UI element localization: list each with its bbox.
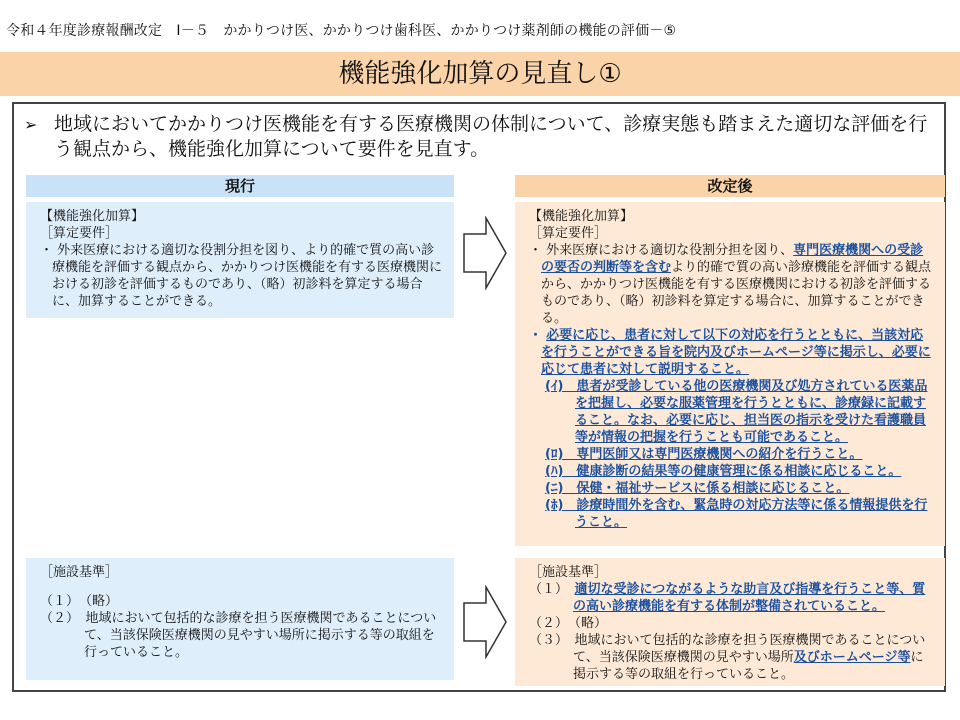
revised-facility-item-3 xyxy=(529,632,935,683)
rf-item1-num: （１） xyxy=(529,582,562,597)
revised-facility-item-1 xyxy=(529,581,935,615)
column-header-current: 現行 xyxy=(26,175,454,197)
b1-emphasis: 専門医療機関への受診の要否の判断等を含む xyxy=(541,243,924,275)
intro-paragraph xyxy=(24,112,939,162)
current-calc-box xyxy=(26,202,454,318)
rf-item3-emph: 及びホームページ等 xyxy=(793,650,911,665)
page-title: 機能強化加算の見直し① xyxy=(0,52,960,96)
current-calc-title: 【機能強化加算】 xyxy=(40,209,145,224)
revised-facility-item-2: （２） （略） xyxy=(529,616,608,631)
current-calc-bullet: ・ 外来医療における適切な役割分担を図り、より的確で質の高い診療機能を評価する観点から、かかりつけ医機能を有する医療機関における初診を評価するものであり、（略）初診料を算定する場合に、加算することができる。 xyxy=(40,243,443,309)
revised-facility-title: ［施設基準］ xyxy=(529,565,608,580)
current-facility-item-2: （２） 地域において包括的な診療を担う医療機関であることについて、当該保険医療機関の見やすい場所に掲示する等の取組を行っていること。 xyxy=(40,611,437,660)
b1-prefix: ・ 外来医療における適切な役割分担を図り、 xyxy=(529,243,794,258)
right-arrow-icon xyxy=(462,216,508,290)
revised-calc-box xyxy=(515,202,945,546)
revised-facility-box xyxy=(515,558,945,686)
column-header-revised: 改定後 xyxy=(515,175,945,197)
revised-calc-subtitle: ［算定要件］ xyxy=(529,226,608,241)
arrow-bullet-icon: ➢ xyxy=(24,115,38,134)
current-calc-subtitle: ［算定要件］ xyxy=(40,226,119,241)
b1-suffix: より的確で質の高い診療機能を評価する観点から、かかりつけ医機能を有する医療機関における初診を評価するものであり、（略）初診料を算定する場合に、加算することができる。 xyxy=(541,260,932,326)
revised-item-ha: (ﾊ) 健康診断の結果等の健康管理に係る相談に応じること。 xyxy=(545,464,902,479)
revised-calc-bullet-2 xyxy=(529,327,935,378)
slide-caption: 令和４年度診療報酬改定 Ⅰ－５ かかりつけ医、かかりつけ歯科医、かかりつけ薬剤師の機能の評価－⑤ xyxy=(6,23,677,39)
rf-item1-text: 適切な受診につながるような助言及び指導を行うこと等、質の高い診療機能を有する体制が整備されていること。 xyxy=(573,582,926,614)
current-facility-item-1: （１） （略） xyxy=(40,594,119,609)
b2-mark: ・ xyxy=(529,328,543,343)
revised-item-ho: (ﾎ) 診療時間外を含む、緊急時の対応方法等に係る情報提供を行うこと。 xyxy=(545,498,928,530)
revised-calc-title: 【機能強化加算】 xyxy=(529,209,634,224)
rf-item3-prefix: （３） 地域において包括的な診療を担う医療機関であることについて、当該保険医療機関の見やすい場所 xyxy=(529,633,926,665)
b2-text: 必要に応じ、患者に対して以下の対応を行うとともに、当該対応を行うことができる旨を院内及びホームページ等に掲示し、必要に応じて患者に対して説明すること。 xyxy=(541,328,931,377)
current-facility-box xyxy=(26,558,454,680)
revised-item-ni: (ﾆ) 保健・福祉サービスに係る相談に応じること。 xyxy=(545,481,850,496)
right-arrow-icon xyxy=(462,585,508,659)
revised-calc-bullet-1 xyxy=(529,242,935,327)
revised-item-ro: (ﾛ) 専門医師又は専門医療機関への紹介を行うこと。 xyxy=(545,447,863,462)
rf-item3-suffix: に掲示する等の取組を行っていること。 xyxy=(573,650,924,682)
current-facility-title: ［施設基準］ xyxy=(40,565,119,580)
intro-text: 地域においてかかりつけ医機能を有する医療機関の体制について、診療実態も踏まえた適切な評価を行う観点から、機能強化加算について要件を見直す。 xyxy=(54,113,928,160)
revised-item-i: (ｲ) 患者が受診している他の医療機関及び処方されている医薬品を把握し、必要な服薬管理を行うとともに、診療録に記載すること。なお、必要に応じ、担当医の指示を受けた看護職員等が情報の把握を行うことも可能であること。 xyxy=(545,379,928,445)
